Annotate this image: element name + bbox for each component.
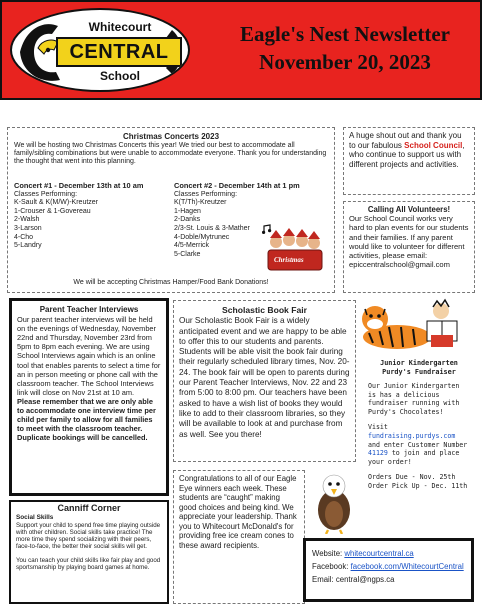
concerts-footer: We will be accepting Christmas Hamper/Food Bank Donations!: [73, 279, 269, 286]
book-fair-heading: Scholastic Book Fair: [221, 305, 307, 315]
school-logo: [10, 8, 190, 92]
eagle-mascot-icon: [309, 470, 359, 534]
kindergarten-body: Our Junior Kindergarten is has a delicious fundraiser running with Purdy's Chocolates!: [368, 382, 460, 416]
logo-text-top: Whitecourt: [88, 20, 152, 34]
facebook-label: Facebook:: [312, 562, 351, 571]
order-pickup: Order Pick Up - Dec. 11th: [368, 481, 468, 490]
list-item: 5-Landry: [14, 242, 42, 250]
list-item: K(T/Th)-Kreutzer: [174, 199, 227, 207]
kindergarten-heading: Junior Kindergarten Purdy's Fundraiser: [380, 359, 458, 376]
list-item: 4-Doble/Mytrunec: [174, 233, 230, 241]
kindergarten-visit-text: [368, 423, 470, 466]
parent-teacher-heading: Parent Teacher Interviews: [39, 305, 139, 314]
parent-teacher-bold-note: Please remember that we are only able to accommodate one interview time per child per family to allow for all families to meet with the classroom teacher. Duplicate bookings will be cancelled.: [17, 396, 156, 443]
list-item: 4-Cho: [14, 233, 34, 241]
email-row: [312, 573, 465, 586]
shoutout-text-pre: A huge shout out and thank you to our fabulous: [349, 131, 462, 150]
orders-due: Orders Due - Nov. 25th: [368, 473, 456, 482]
christmas-art-label: Christmas: [274, 256, 304, 264]
canniff-subheading: Social Skills: [16, 514, 54, 522]
book-fair-section: [173, 300, 356, 462]
school-council-shoutout: [343, 127, 475, 195]
customer-number: 41129: [368, 449, 388, 458]
list-item: 2/3-St. Louis & 3-Mather: [174, 224, 250, 232]
website-row: [312, 547, 465, 560]
kindergarten-fundraiser-section: [362, 355, 476, 533]
list-item: 2-Walsh: [14, 216, 40, 224]
purdys-fundraising-link[interactable]: fundraising.purdys.com: [368, 431, 456, 440]
parent-teacher-body: Our parent teacher interviews will be held on the evenings of Wednesday, November 22nd and Thursday, November 23rd from 5pm to 8pm each evening. We are using School Interviews again which is an online tool that enables parents to select a time for an in person meeting or phone call with the classroom teacher. The School Interviews link will close on Nov 21st at 10 am.: [17, 315, 161, 397]
parent-teacher-section: [9, 298, 169, 496]
list-item: 1-Hagen: [174, 207, 201, 215]
concert-2-title: Concert #2 - December 14th at 1 pm: [174, 181, 300, 190]
concert-2-sub: Classes Performing:: [174, 190, 238, 198]
kindergarten-visit-post: to join and place your order!: [368, 449, 460, 466]
concert-1-title: Concert #1 - December 13th at 10 am: [14, 181, 144, 190]
shoutout-text-post: , who continue to support us with different projects and activities.: [349, 140, 465, 169]
list-item: K-Sault & K(M/W)-Kreutzer: [14, 199, 99, 207]
kindergarten-visit-pre: Visit: [368, 423, 388, 432]
concert-1-block: [14, 182, 174, 251]
website-link[interactable]: whitecourtcentral.ca: [344, 549, 414, 558]
canniff-heading: Canniff Corner: [57, 503, 121, 513]
contact-info-box: [303, 538, 474, 602]
email-address[interactable]: central@ngps.ca: [335, 575, 395, 584]
eagle-eye-section: [173, 470, 305, 604]
concerts-intro: We will be hosting two Christmas Concerts this year! We tried our best to accommodate all family/sibling combinations but were unable to accommodate everyone. Thank you for understanding the thought that went into this planning.: [14, 142, 327, 166]
volunteers-body: Our School Council works very hard to plan events for our students and their families. If any parent would like to volunteer for different activities, please email: epiccentralschool@gmail.com: [349, 214, 469, 270]
volunteers-heading: Calling All Volunteers!: [367, 205, 451, 214]
list-item: 3-Larson: [14, 224, 42, 232]
facebook-link[interactable]: facebook.com/WhitecourtCentral: [350, 562, 464, 571]
list-item: 1-Crouser & 1-Govereau: [14, 207, 91, 215]
canniff-corner-section: [9, 500, 169, 604]
concert-1-sub: Classes Performing:: [14, 190, 78, 198]
christmas-music-art: [262, 224, 328, 274]
eagle-eye-body: Congratulations to all of our Eagle Eye winners each week. These students are “caught” making good choices and being kind. We appreciate your leadership. Thank you to Whitecourt McDonald's for providing free ice cream cones to these award recipients.: [179, 474, 297, 550]
book-fair-body: Our Scholastic Book Fair is a widely anticipated event and we are happy to be able to offer this to our students and parents. Students will be able visit the book fair during their regularly scheduled library times, Nov. 20-24. The book fair will be open to parents during our Parent Teacher Interviews, Nov. 22 and 23 from 5:00 to 8:00 pm. Our teachers have been asked to have a wish list of books they would like to add to their classroom libraries, so they will be available to look at and purchase from as well. See you there!: [179, 316, 350, 439]
newsletter-date: November 20, 2023: [259, 50, 431, 74]
newsletter-title: Eagle's Nest Newsletter: [240, 22, 450, 46]
canniff-para-2: You can teach your child skills like fair play and good sportsmanship by playing board games at home.: [16, 556, 161, 572]
concerts-heading: Christmas Concerts 2023: [122, 132, 220, 141]
reading-tiger-art: [357, 297, 467, 357]
website-label: Website:: [312, 549, 345, 558]
canniff-para-1: Support your child to spend free time playing outside with other children. Social skills take practice! The more time they spend socializing with their peers, face-to-face, the better their social skills will get.: [16, 521, 161, 551]
list-item: 5-Clarke: [174, 250, 201, 258]
email-label: Email:: [312, 575, 336, 584]
reading-tiger-icon: [357, 297, 467, 357]
volunteers-section: [343, 201, 475, 293]
eagle-mascot-art: [309, 470, 359, 534]
shoutout-highlight: School Council: [404, 140, 463, 150]
music-notes-icon: [262, 224, 328, 274]
logo-text-bottom: School: [99, 69, 140, 83]
kindergarten-visit-mid: and enter Customer Number: [368, 440, 468, 449]
logo-text-middle: CENTRAL: [56, 37, 182, 67]
list-item: 4/5-Merrick: [174, 242, 210, 250]
list-item: 2-Danks: [174, 216, 201, 224]
facebook-row: [312, 560, 465, 573]
